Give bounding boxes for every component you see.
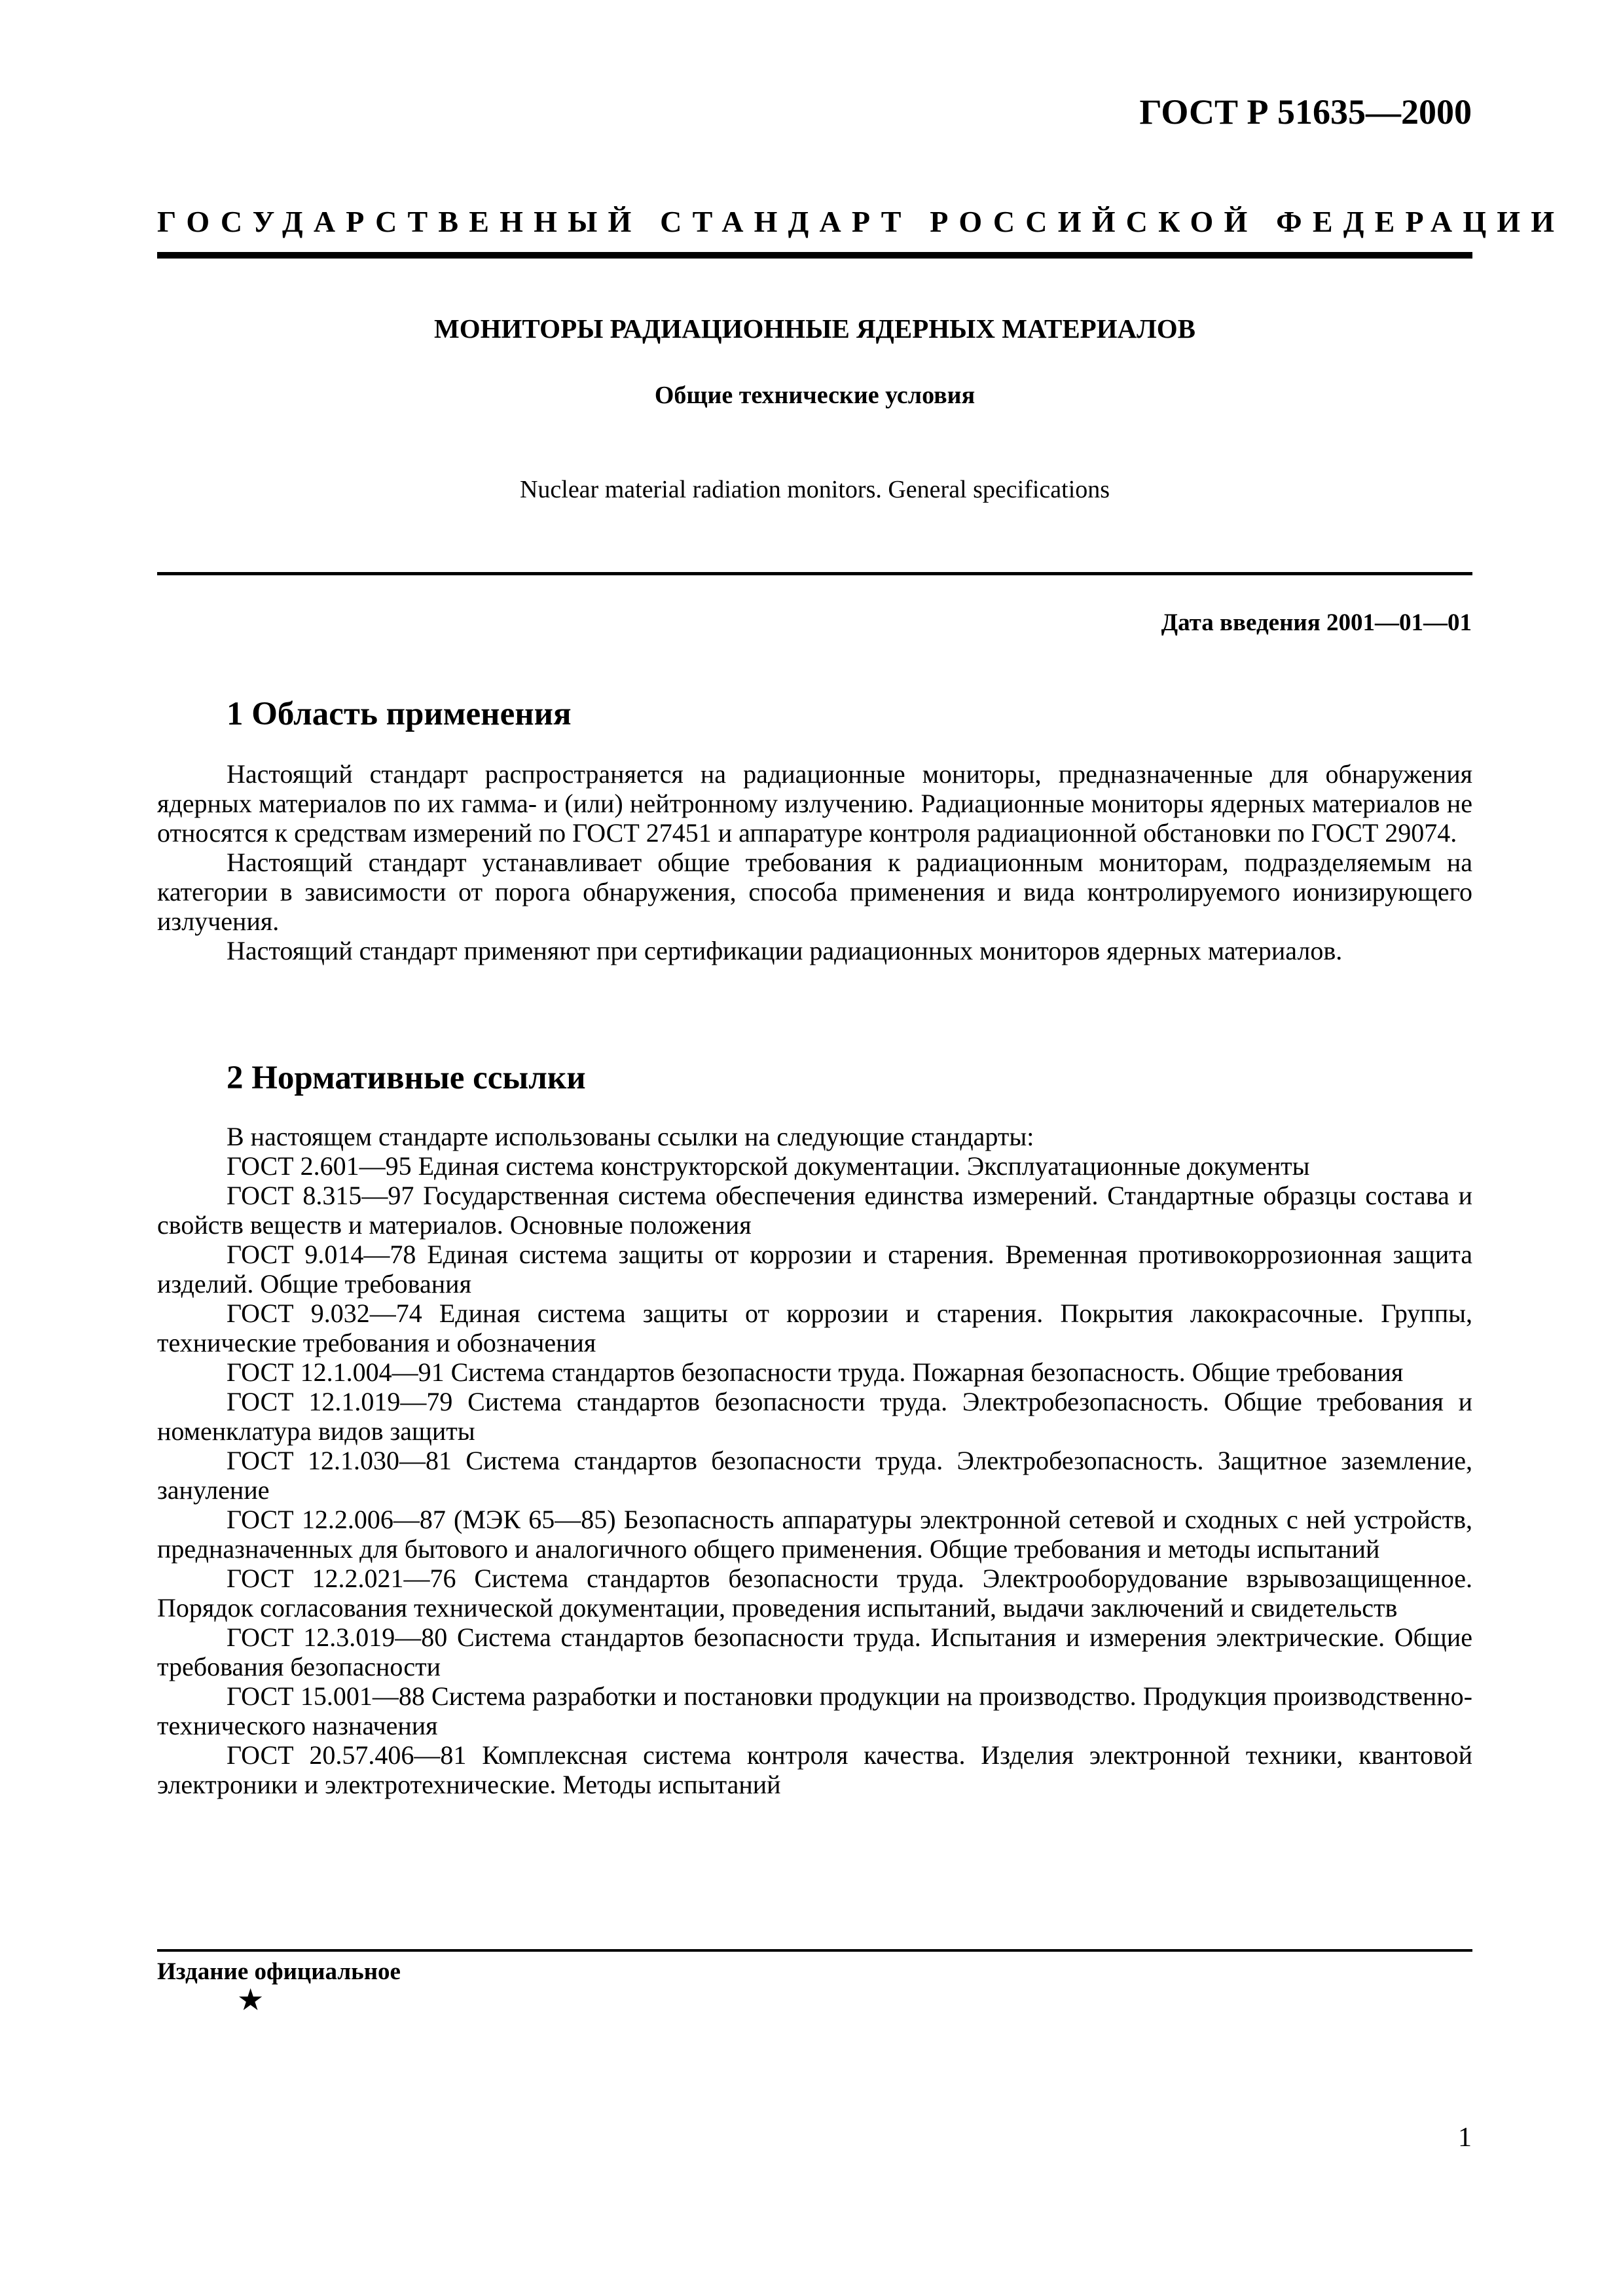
paragraph: В настоящем стандарте использованы ссылки на следующие стандарты: xyxy=(227,1122,1034,1151)
reference-item: ГОСТ 12.1.004—91 Система стандартов безопасности труда. Пожарная безопасность. Общие требования xyxy=(227,1357,1404,1387)
reference-item: ГОСТ 8.315—97 Государственная система обеспечения единства измерений. Стандартные образцы состава и свойств веществ и материалов. Основные положения xyxy=(157,1181,1472,1240)
section-2-heading: 2 Нормативные ссылки xyxy=(227,1060,586,1096)
standard-type-header: ГОСУДАРСТВЕННЫЙ СТАНДАРТ РОССИЙСКОЙ ФЕДЕРАЦИИ xyxy=(157,205,1565,238)
footer-rule xyxy=(157,1949,1472,1952)
introduction-date: Дата введения 2001—01—01 xyxy=(1161,609,1472,636)
reference-item: ГОСТ 9.014—78 Единая система защиты от коррозии и старения. Временная противокоррозионная защита изделий. Общие требования xyxy=(157,1240,1472,1299)
reference-item: ГОСТ 12.2.021—76 Система стандартов безопасности труда. Электрооборудование взрывозащищенное. Порядок согласования технической документации, проведения испытаний, выдачи заключений и свидетельств xyxy=(157,1564,1472,1623)
paragraph: Настоящий стандарт устанавливает общие требования к радиационным мониторам, подразделяемым на категории в зависимости от порога обнаружения, способа применения и вида контролируемого ионизирующего излучения. xyxy=(157,848,1472,936)
reference-item: ГОСТ 12.1.030—81 Система стандартов безопасности труда. Электробезопасность. Защитное заземление, зануление xyxy=(157,1446,1472,1505)
reference-item: ГОСТ 2.601—95 Единая система конструкторской документации. Эксплуатационные документы xyxy=(227,1151,1310,1181)
star-icon: ★ xyxy=(237,1982,264,2017)
section-1-body xyxy=(157,759,1472,965)
document-title: МОНИТОРЫ РАДИАЦИОННЫЕ ЯДЕРНЫХ МАТЕРИАЛОВ xyxy=(434,314,1195,344)
reference-item: ГОСТ 12.1.019—79 Система стандартов безопасности труда. Электробезопасность. Общие требования и номенклатура видов защиты xyxy=(157,1387,1472,1446)
document-subtitle: Общие технические условия xyxy=(654,382,976,409)
section-1-heading: 1 Область применения xyxy=(227,696,572,732)
title-rule xyxy=(157,572,1472,575)
paragraph: Настоящий стандарт применяют при сертификации радиационных мониторов ядерных материалов. xyxy=(227,936,1343,965)
paragraph: Настоящий стандарт распространяется на радиационные мониторы, предназначенные для обнаружения ядерных материалов по их гамма- и (или) нейтронному излучению. Радиационные мониторы ядерных материалов не относятся к средствам измерений по ГОСТ 27451 и аппаратуре контроля радиационной обстановки по ГОСТ 29074. xyxy=(157,759,1472,848)
document-code: ГОСТ Р 51635—2000 xyxy=(1139,92,1472,132)
english-title: Nuclear material radiation monitors. General specifications xyxy=(519,476,1110,503)
reference-item: ГОСТ 15.001—88 Система разработки и постановки продукции на производство. Продукция производственно-технического назначения xyxy=(157,1681,1472,1740)
reference-item: ГОСТ 12.2.006—87 (МЭК 65—85) Безопасность аппаратуры электронной сетевой и сходных с ней устройств, предназначенных для бытового и аналогичного общего применения. Общие требования и методы испытаний xyxy=(157,1505,1472,1564)
reference-item: ГОСТ 20.57.406—81 Комплексная система контроля качества. Изделия электронной техники, квантовой электроники и электротехнические. Методы испытаний xyxy=(157,1740,1472,1799)
header-rule xyxy=(157,252,1472,259)
edition-label: Издание официальное xyxy=(157,1958,401,1985)
page-number: 1 xyxy=(1458,2123,1472,2153)
reference-item: ГОСТ 9.032—74 Единая система защиты от коррозии и старения. Покрытия лакокрасочные. Группы, технические требования и обозначения xyxy=(157,1299,1472,1357)
section-2-body xyxy=(157,1122,1472,1799)
reference-item: ГОСТ 12.3.019—80 Система стандартов безопасности труда. Испытания и измерения электрические. Общие требования безопасности xyxy=(157,1623,1472,1681)
